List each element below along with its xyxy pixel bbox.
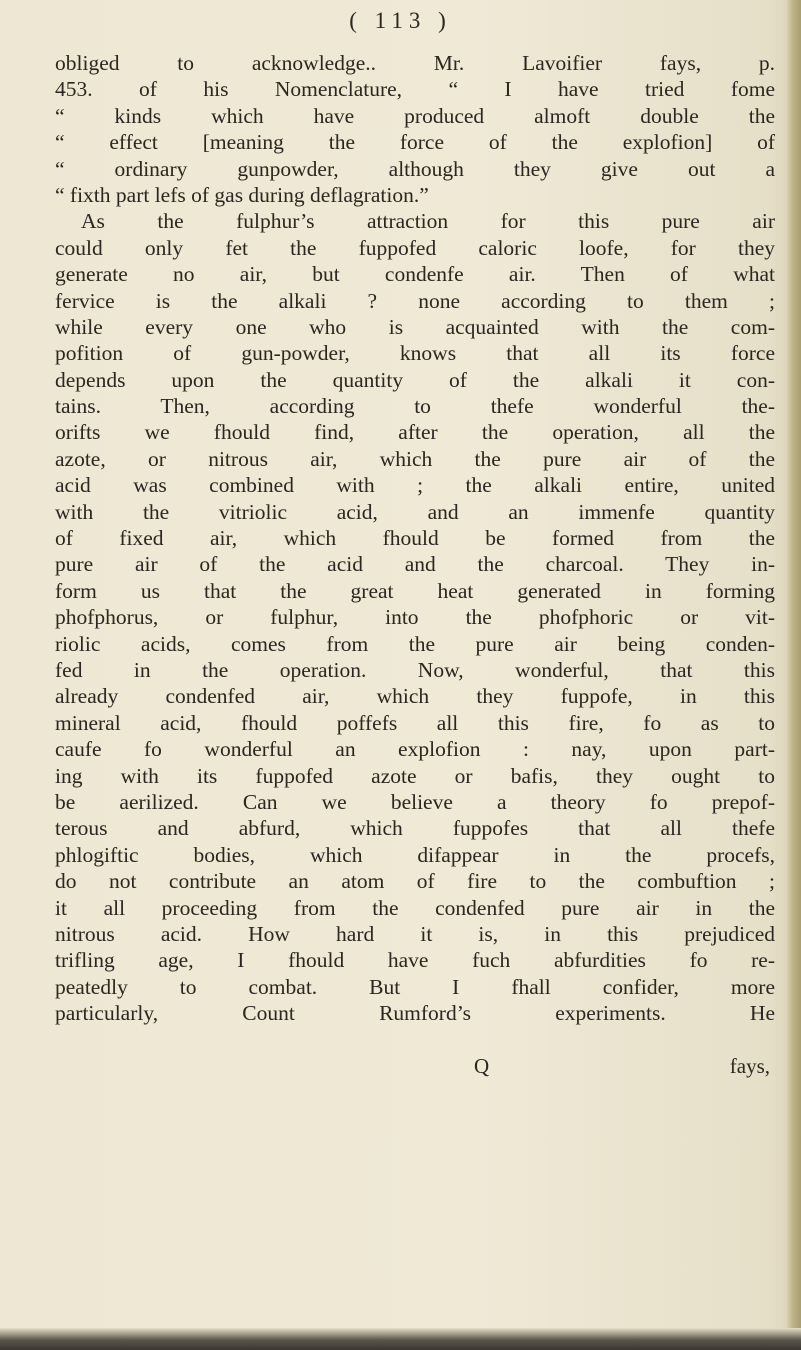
text-line: trifling age, I fhould have fuch abfurdities fo re- <box>55 948 775 973</box>
text-line: As the fulphur’s attraction for this pure air <box>81 209 775 234</box>
text-line: be aerilized. Can we believe a theory fo prepof- <box>55 789 775 814</box>
text-line: fervice is the alkali ? none according to them ; <box>55 288 775 313</box>
text-line: “ ordinary gunpowder, although they give out a <box>55 156 775 181</box>
text-line: nitrous acid. How hard it is, in this prejudiced <box>55 921 775 946</box>
text-line: form us that the great heat generated in forming <box>55 578 775 603</box>
text-line: of fixed air, which fhould be formed from the <box>55 526 775 551</box>
text-line: “ kinds which have produced almoft double the <box>55 103 775 128</box>
text-line: tains. Then, according to thefe wonderful the- <box>55 394 775 419</box>
text-line: could only fet the fuppofed caloric loofe, for they <box>55 235 775 260</box>
text-line: peatedly to combat. But I fhall confider, more <box>55 974 775 999</box>
text-line: particularly, Count Rumford’s experiments. He <box>55 1001 775 1026</box>
catchword: fays, <box>729 1054 770 1078</box>
text-line: pure air of the acid and the charcoal. They in- <box>55 552 775 577</box>
text-line: do not contribute an atom of fire to the combuftion ; <box>55 869 775 894</box>
text-line: generate no air, but condenfe air. Then of what <box>55 262 775 287</box>
text-line: it all proceeding from the condenfed pure air in the <box>55 895 775 920</box>
text-line: 453. of his Nomenclature, “ I have tried fome <box>55 77 775 102</box>
text-line: caufe fo wonderful an explofion : nay, upon part- <box>55 737 775 762</box>
text-line: depends upon the quantity of the alkali it con- <box>55 367 775 392</box>
text-line: riolic acids, comes from the pure air being conden- <box>55 631 775 656</box>
text-line: with the vitriolic acid, and an immenfe quantity <box>55 499 775 524</box>
page-footer <box>55 1054 773 1084</box>
text-line: obliged to acknowledge.. Mr. Lavoifier fays, p. <box>55 51 775 75</box>
text-line: while every one who is acquainted with the com- <box>55 314 775 339</box>
page-bottom-edge <box>0 1328 801 1350</box>
text-line: phlogiftic bodies, which difappear in the procefs, <box>55 842 775 867</box>
text-line: “ fixth part lefs of gas during deflagration.” <box>55 182 429 207</box>
text-line: phofphorus, or fulphur, into the phofphoric or vit- <box>55 605 775 630</box>
text-line: terous and abfurd, which fuppofes that all thefe <box>55 816 775 841</box>
text-line: mineral acid, fhould poffefs all this fire, fo as to <box>55 710 775 735</box>
running-head-page-number: ( 113 ) <box>349 8 452 33</box>
text-line: azote, or nitrous air, which the pure air of the <box>55 446 775 471</box>
text-line: acid was combined with ; the alkali entire, united <box>55 473 775 498</box>
text-line: orifts we fhould find, after the operation, all the <box>55 420 775 445</box>
text-line: “ effect [meaning the force of the explofion] of <box>55 130 775 155</box>
text-line: pofition of gun-powder, knows that all its force <box>55 341 775 366</box>
body-text <box>55 50 775 1026</box>
text-line: fed in the operation. Now, wonderful, that this <box>55 657 775 682</box>
text-line: ing with its fuppofed azote or bafis, they ought to <box>55 763 775 788</box>
text-line: already condenfed air, which they fuppofe, in this <box>55 684 775 709</box>
page-right-edge <box>787 0 801 1350</box>
signature-mark: Q <box>474 1054 490 1078</box>
